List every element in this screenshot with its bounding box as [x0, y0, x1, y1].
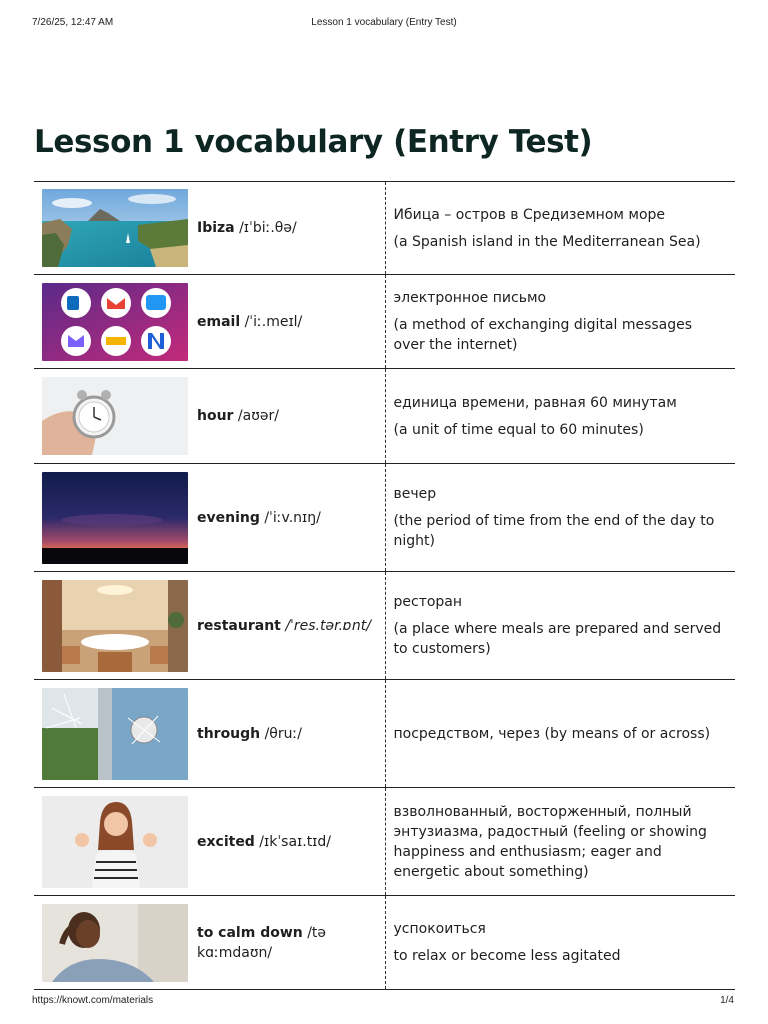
definition-cell [385, 572, 735, 680]
term-cell [34, 369, 385, 464]
ibiza-island-image [42, 189, 188, 267]
definition-en: (a unit of time equal to 60 minutes) [393, 421, 644, 438]
vocab-word: evening [197, 509, 260, 526]
vocab-row [34, 680, 735, 788]
vocab-row [34, 896, 735, 990]
document-title: Lesson 1 vocabulary (Entry Test) [34, 124, 593, 160]
definition-en: to relax or become less agitated [393, 948, 621, 964]
vocab-word: excited [197, 833, 255, 850]
definition-cell [385, 680, 735, 788]
vocab-word: to calm down [197, 924, 303, 941]
vocab-word: through [197, 725, 261, 742]
term-cell [34, 680, 385, 788]
definition-cell [385, 464, 735, 572]
vocab-row [34, 182, 735, 275]
vocab-word: Ibiza [197, 220, 235, 236]
definition-ru: успокоиться [393, 921, 486, 937]
definition-en: (a Spanish island in the Mediterranean Sea) [393, 233, 701, 250]
vocab-ipa: /tə kɑːmdaʊn/ [197, 924, 327, 961]
term-cell [34, 788, 385, 896]
relaxed-man-image [42, 904, 188, 982]
vocab-word: restaurant [197, 617, 281, 634]
term-cell [34, 896, 385, 990]
definition-cell [385, 182, 735, 275]
vocab-ipa: /ɪˈbiː.θə/ [239, 220, 297, 236]
definition-cell [385, 896, 735, 990]
vocab-ipa: /θruː/ [264, 725, 302, 742]
definition-ru: единица времени, равная 60 минутам [393, 394, 677, 411]
ball-through-glass-image [42, 688, 188, 780]
email-app-icons-image [42, 283, 188, 361]
vocab-row [34, 275, 735, 369]
print-header [32, 17, 736, 31]
source-url: https://knowt.com/materials [32, 995, 154, 1006]
definition-en: (a method of exchanging digital messages over the internet) [393, 317, 693, 353]
vocab-word: email [197, 313, 241, 330]
definition-cell [385, 275, 735, 369]
definition-ru: вечер [393, 486, 437, 502]
page-number: 1/4 [720, 995, 734, 1006]
vocab-row [34, 572, 735, 680]
definition-cell [385, 788, 735, 896]
vocab-ipa: /ˈiː.meɪl/ [244, 313, 303, 330]
definition-ru: ресторан [393, 594, 463, 610]
alarm-clock-image [42, 377, 188, 455]
print-footer [32, 995, 736, 1009]
definition-en: (the period of time from the end of the day to night) [393, 513, 715, 549]
evening-sky-image [42, 472, 188, 564]
vocab-ipa: /ɪkˈsaɪ.tɪd/ [259, 833, 331, 850]
definition-ru: электронное письмо [393, 290, 547, 306]
definition-ru: посредством, через (by means of or across) [393, 725, 711, 742]
restaurant-interior-image [42, 580, 188, 672]
vocab-word: hour [197, 408, 234, 424]
excited-woman-image [42, 796, 188, 888]
vocabulary-table [34, 181, 735, 990]
definition-en: (a place where meals are prepared and served to customers) [393, 621, 722, 657]
term-cell [34, 572, 385, 680]
print-date: 7/26/25, 12:47 AM [32, 17, 114, 28]
vocab-row [34, 788, 735, 896]
definition-ru: Ибица – остров в Средиземном море [393, 206, 666, 223]
vocab-ipa: /aʊər/ [237, 408, 279, 424]
vocab-ipa: /ˈiːv.nɪŋ/ [264, 509, 321, 526]
vocab-ipa: /ˈres.tər.ɒnt/ [285, 617, 371, 634]
term-cell [34, 464, 385, 572]
term-cell [34, 182, 385, 275]
print-page-title: Lesson 1 vocabulary (Entry Test) [311, 17, 457, 28]
definition-ru: взволнованный, восторженный, полный энтузиазма, радостный (feeling or showing happiness and enthusiasm; eager and energetic about something) [393, 803, 707, 880]
vocab-row [34, 464, 735, 572]
term-cell [34, 275, 385, 369]
definition-cell [385, 369, 735, 464]
vocab-row [34, 369, 735, 464]
